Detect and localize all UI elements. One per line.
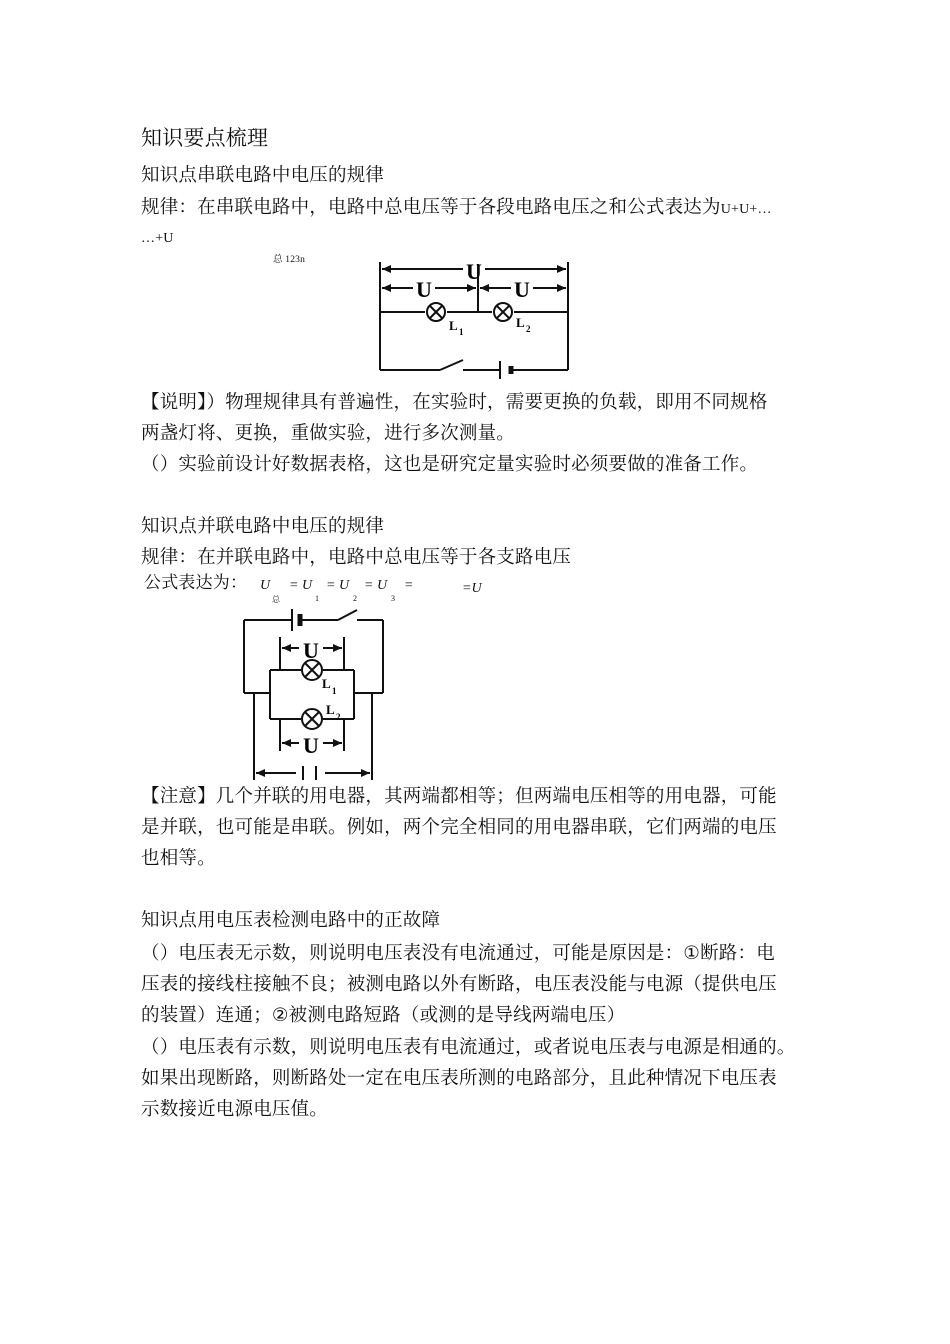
section3-p1-line1: （）电压表无示数，则说明电压表没有电流通过，可能是原因是：①断路：电	[141, 943, 775, 964]
section1-formula-tail: U+U+…	[720, 202, 772, 217]
section3-p1-line2: 压表的接线柱接触不良；被测电路以外有断路，电压表没能与电源（提供电压	[141, 974, 777, 995]
section2-rule: 规律：在并联电路中，电路中总电压等于各支路电压	[141, 547, 572, 568]
series-circuit-diagram	[375, 260, 575, 380]
section2-note3: 也相等。	[141, 848, 216, 869]
section1-title: 知识点串联电路中电压的规律	[141, 165, 385, 186]
series-lamp1-label: L	[449, 318, 458, 333]
parallel-u1-label: U	[303, 638, 319, 663]
parallel-circuit-diagram	[240, 603, 390, 783]
formula-eq-u1: = U	[289, 578, 313, 593]
formula-eq4: =	[404, 578, 414, 593]
formula-u-total: U	[260, 578, 271, 593]
formula-sub-total: 总	[272, 595, 280, 604]
section1-note1: 【说明】）物理规律具有普遍性，在实验时，需要更换的负载，即用不同规格	[141, 392, 768, 413]
section1-note2: 两盏灯将、更换，重做实验，进行多次测量。	[141, 423, 516, 444]
parallel-lamp2-sub: 2	[336, 712, 341, 722]
section3-p2-line1: （）电压表有示数，则说明电压表有电流通过，或者说电压表与电源是相通的。	[141, 1037, 796, 1058]
section2-title: 知识点并联电路中电压的规律	[141, 516, 385, 537]
section1-rule	[141, 197, 772, 221]
series-lamp2-label: L	[516, 315, 525, 330]
section1-formula-line2: …+U	[141, 231, 174, 246]
series-u2-label: U	[514, 277, 530, 302]
section3-title: 知识点用电压表检测电路中的正故障	[141, 910, 441, 931]
formula-sub-2: 2	[353, 594, 357, 603]
section1-note3: （）实验前设计好数据表格，这也是研究定量实验时必须要做的准备工作。	[141, 454, 759, 475]
section3-p2-line2: 如果出现断路，则断路处一定在电压表所测的电路部分，且此种情况下电压表	[141, 1068, 777, 1089]
section2-note2: 是并联，也可能是串联。例如，两个完全相同的用电器串联，它们两端的电压	[141, 817, 777, 838]
section3-p2-line3: 示数接近电源电压值。	[141, 1099, 329, 1120]
section1-formula-subscripts: 总 123n	[273, 255, 306, 265]
formula-sub-1: 1	[315, 594, 319, 603]
series-lamp2-sub: 2	[526, 324, 531, 334]
formula-tail: =U	[462, 581, 482, 596]
parallel-lamp2-label: L	[326, 702, 335, 717]
section2-note1: 【注意】几个并联的用电器，其两端都相等；但两端电压相等的用电器，可能	[141, 786, 777, 807]
formula-eq-u2: = U	[326, 578, 350, 593]
formula-sub-3: 3	[391, 594, 395, 603]
formula-eq-u3: = U	[364, 578, 388, 593]
parallel-lamp1-sub: 1	[332, 686, 337, 696]
parallel-u2-label: U	[303, 733, 319, 758]
page-heading: 知识要点梳理	[141, 126, 269, 150]
series-total-voltage-label: U	[466, 259, 482, 284]
section1-rule-text: 规律：在串联电路中，电路中总电压等于各段电路电压之和公式表达为	[141, 197, 721, 218]
series-lamp1-sub: 1	[459, 327, 464, 337]
series-u1-label: U	[416, 277, 432, 302]
section2-formula-label: 公式表达为：	[144, 573, 248, 593]
parallel-lamp1-label: L	[322, 676, 331, 691]
section3-p1-line3: 的装置）连通；②被测电路短路（或测的是导线两端电压）	[141, 1005, 626, 1026]
